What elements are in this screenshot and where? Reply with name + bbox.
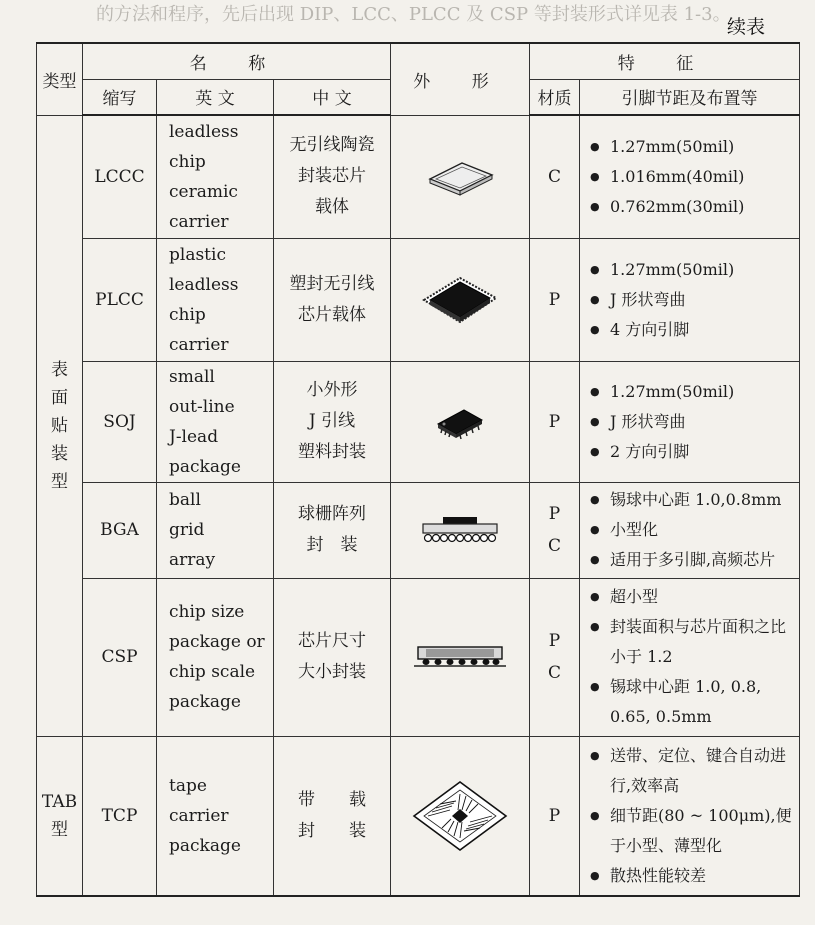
header-pin-info: 引脚节距及布置等 [580, 79, 800, 115]
features-cell: ● 1.27mm(50mil) ● J 形状弯曲 ● 2 方向引脚 [580, 361, 800, 482]
table-row [37, 482, 800, 578]
header-material: 材质 [530, 79, 580, 115]
features-cell: ● 送带、定位、键合自动进行,效率高 ● 细节距(80 ~ 100μm),便于小型、薄型化 ● 散热性能较差 [580, 736, 800, 896]
abbr-cell: BGA [83, 482, 157, 578]
header-abbr: 缩写 [83, 79, 157, 115]
abbr-cell: SOJ [83, 361, 157, 482]
abbr-cell: CSP [83, 578, 157, 736]
header-chinese: 中 文 [274, 79, 391, 115]
table-row [37, 736, 800, 896]
english-cell: chip size package or chip scale package [157, 578, 274, 736]
continued-label: 续表 [726, 16, 765, 38]
table-row [37, 578, 800, 736]
group-label-tab: TAB 型 [37, 736, 83, 896]
header-appearance: 外 形 [391, 43, 530, 115]
header-name: 名 称 [83, 43, 391, 79]
chinese-cell: 小外形 J 引线 塑料封装 [274, 361, 391, 482]
plcc-package-illustration [391, 238, 530, 361]
header-features: 特 征 [530, 43, 800, 79]
header-type: 类型 [37, 43, 83, 115]
chinese-cell: 球栅阵列 封 装 [274, 482, 391, 578]
material-cell: P C [530, 482, 580, 578]
table-row [37, 361, 800, 482]
table-row [37, 238, 800, 361]
bleed-through-text: 的方法和程序，先后出现 DIP、LCC、PLCC 及 CSP 等封装形式详见表 1-3。 [96, 4, 731, 25]
features-cell: ● 锡球中心距 1.0,0.8mm ● 小型化 ● 适用于多引脚,高频芯片 [580, 482, 800, 578]
english-cell: tape carrier package [157, 736, 274, 896]
chinese-cell: 无引线陶瓷 封装芯片 载体 [274, 115, 391, 238]
english-cell: leadless chip ceramic carrier [157, 115, 274, 238]
material-cell: P [530, 238, 580, 361]
abbr-cell: TCP [83, 736, 157, 896]
features-cell: ● 超小型 ● 封装面积与芯片面积之比小于 1.2 ● 锡球中心距 1.0, 0.8, 0.65, 0.5mm [580, 578, 800, 736]
material-cell: P C [530, 578, 580, 736]
english-cell: plastic leadless chip carrier [157, 238, 274, 361]
csp-package-illustration [391, 578, 530, 736]
chinese-cell: 塑封无引线 芯片载体 [274, 238, 391, 361]
bga-package-illustration [391, 482, 530, 578]
header-english: 英 文 [157, 79, 274, 115]
material-cell: P [530, 736, 580, 896]
material-cell: P [530, 361, 580, 482]
abbr-cell: PLCC [83, 238, 157, 361]
chinese-cell: 芯片尺寸 大小封装 [274, 578, 391, 736]
lccc-package-illustration [391, 115, 530, 238]
english-cell: small out-line J-lead package [157, 361, 274, 482]
english-cell: ball grid array [157, 482, 274, 578]
chinese-cell: 带 载 封 装 [274, 736, 391, 896]
abbr-cell: LCCC [83, 115, 157, 238]
soj-package-illustration [391, 361, 530, 482]
group-label-surface-mount: 表 面 贴 装 型 [37, 115, 83, 736]
features-cell: ● 1.27mm(50mil) ● J 形状弯曲 ● 4 方向引脚 [580, 238, 800, 361]
material-cell: C [530, 115, 580, 238]
tcp-package-illustration [391, 736, 530, 896]
package-table [36, 42, 800, 897]
features-cell: ● 1.27mm(50mil) ● 1.016mm(40mil) ● 0.762mm(30mil) [580, 115, 800, 238]
table-row [37, 115, 800, 238]
